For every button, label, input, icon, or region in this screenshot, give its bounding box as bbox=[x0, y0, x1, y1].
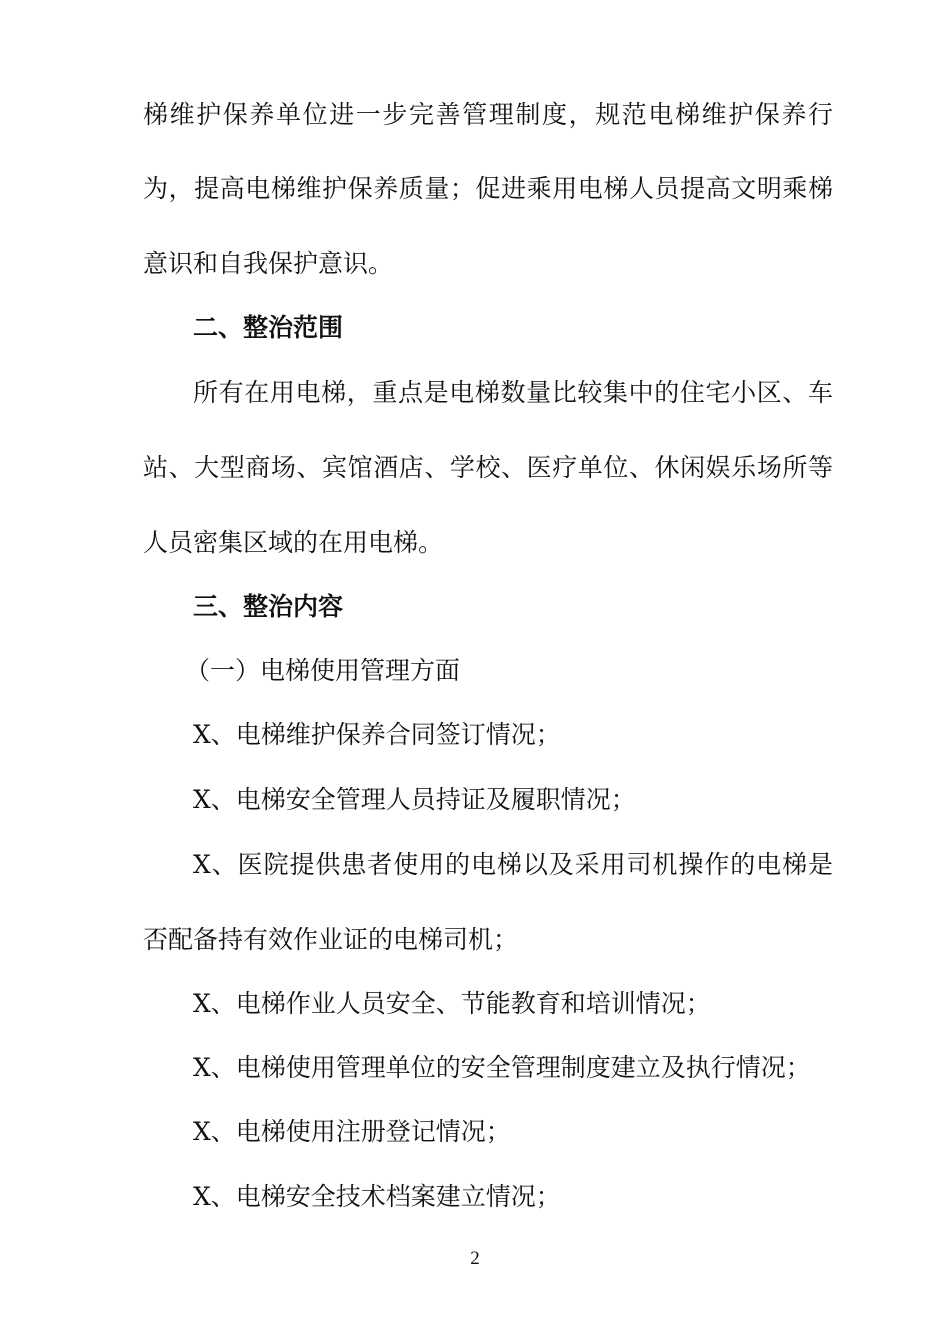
list-item: X、电梯维护保养合同签订情况； bbox=[193, 720, 561, 749]
list-item: X、电梯安全管理人员持证及履职情况； bbox=[193, 785, 636, 814]
list-item: X、电梯使用注册登记情况； bbox=[193, 1117, 511, 1146]
paragraph-line: 人员密集区域的在用电梯。 bbox=[143, 528, 444, 557]
paragraph-line: 为，提高电梯维护保养质量；促进乘用电梯人员提高文明乘梯 bbox=[143, 174, 833, 203]
list-item: X、电梯安全技术档案建立情况； bbox=[193, 1182, 561, 1211]
list-item-continuation: 否配备持有效作业证的电梯司机； bbox=[143, 925, 519, 954]
subsection-heading: （一）电梯使用管理方面 bbox=[185, 656, 461, 685]
paragraph-line: 站、大型商场、宾馆酒店、学校、医疗单位、休闲娱乐场所等 bbox=[143, 453, 833, 482]
section-heading: 三、整治内容 bbox=[193, 592, 344, 621]
paragraph-line: 所有在用电梯，重点是电梯数量比较集中的住宅小区、车 bbox=[193, 378, 833, 407]
section-heading: 二、整治范围 bbox=[193, 313, 344, 342]
page-number: 2 bbox=[470, 1248, 480, 1269]
paragraph-line: 意识和自我保护意识。 bbox=[143, 249, 394, 278]
list-item: X、电梯作业人员安全、节能教育和培训情况； bbox=[193, 989, 711, 1018]
paragraph-line: 梯维护保养单位进一步完善管理制度，规范电梯维护保养行 bbox=[143, 100, 833, 129]
list-item: X、电梯使用管理单位的安全管理制度建立及执行情况； bbox=[193, 1053, 811, 1082]
list-item: X、医院提供患者使用的电梯以及采用司机操作的电梯是 bbox=[193, 850, 833, 879]
